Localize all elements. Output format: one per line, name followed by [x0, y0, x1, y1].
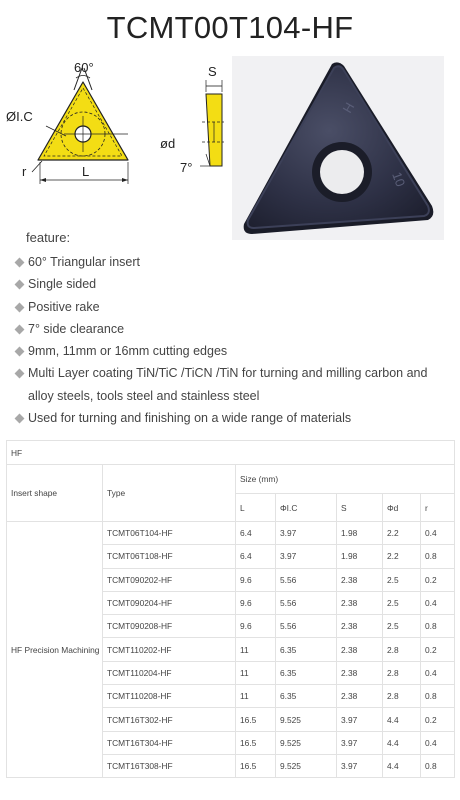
size-cell: 11 — [236, 638, 276, 661]
table-group-row — [7, 441, 455, 465]
table-header-row — [7, 465, 455, 494]
type-cell: TCMT110208-HF — [103, 685, 236, 708]
size-cell: 9.525 — [276, 754, 337, 777]
size-cell: 0.8 — [421, 615, 455, 638]
insert-shape-cell: HF Precision Machining — [7, 522, 103, 778]
page-title: TCMT00T104-HF — [106, 10, 354, 45]
size-cell: 2.8 — [383, 661, 421, 684]
size-cell: 0.8 — [421, 685, 455, 708]
size-cell: 1.98 — [337, 545, 383, 568]
type-cell: TCMT090204-HF — [103, 591, 236, 614]
size-cell: 0.4 — [421, 522, 455, 545]
size-cell: 2.38 — [337, 661, 383, 684]
diamond-bullet-icon — [15, 347, 25, 357]
type-cell: TCMT16T302-HF — [103, 708, 236, 731]
size-cell: 16.5 — [236, 754, 276, 777]
column-header: ΦI.C — [276, 494, 337, 522]
r-label: r — [22, 164, 27, 179]
column-header: S — [337, 494, 383, 522]
size-cell: 9.6 — [236, 591, 276, 614]
size-cell: 0.2 — [421, 708, 455, 731]
size-cell: 0.8 — [421, 754, 455, 777]
size-cell: 2.8 — [383, 685, 421, 708]
svg-text:10: 10 — [389, 169, 409, 189]
type-cell: TCMT090208-HF — [103, 615, 236, 638]
size-cell: 3.97 — [337, 708, 383, 731]
ic-label: ØI.C — [6, 109, 33, 124]
d-label: ød — [160, 136, 176, 151]
size-cell: 16.5 — [236, 731, 276, 754]
s-label: S — [208, 64, 217, 79]
type-cell: TCMT16T308-HF — [103, 754, 236, 777]
size-cell: 2.38 — [337, 685, 383, 708]
size-cell: 6.4 — [236, 545, 276, 568]
size-cell: 5.56 — [276, 568, 337, 591]
size-cell: 2.2 — [383, 545, 421, 568]
feature-item: 9mm, 11mm or 16mm cutting edges — [16, 340, 456, 362]
type-cell: TCMT06T108-HF — [103, 545, 236, 568]
size-cell: 9.525 — [276, 708, 337, 731]
diamond-bullet-icon — [15, 302, 25, 312]
size-cell: 16.5 — [236, 708, 276, 731]
size-cell: 6.4 — [236, 522, 276, 545]
size-cell: 2.5 — [383, 615, 421, 638]
size-cell: 2.38 — [337, 568, 383, 591]
type-header: Type — [103, 465, 236, 522]
column-header: Φd — [383, 494, 421, 522]
size-cell: 2.38 — [337, 591, 383, 614]
clearance-label: 7° — [180, 160, 193, 175]
size-cell: 2.5 — [383, 591, 421, 614]
size-cell: 0.4 — [421, 731, 455, 754]
feature-item: Single sided — [16, 273, 456, 295]
features-list — [16, 251, 456, 429]
diamond-bullet-icon — [15, 414, 25, 424]
size-cell: 2.5 — [383, 568, 421, 591]
size-cell: 3.97 — [337, 754, 383, 777]
size-cell: 9.525 — [276, 731, 337, 754]
size-cell: 9.6 — [236, 615, 276, 638]
angle-label: 60° — [74, 60, 94, 75]
size-cell: 4.4 — [383, 754, 421, 777]
size-cell: 11 — [236, 661, 276, 684]
features-section — [16, 228, 456, 429]
size-cell: 1.98 — [337, 522, 383, 545]
size-cell: 0.4 — [421, 661, 455, 684]
size-cell: 2.38 — [337, 615, 383, 638]
svg-text:H: H — [339, 99, 358, 116]
insert-shape-header: Insert shape — [7, 465, 103, 522]
size-cell: 0.4 — [421, 591, 455, 614]
size-cell: 2.2 — [383, 522, 421, 545]
size-cell: 0.2 — [421, 568, 455, 591]
type-cell: TCMT110204-HF — [103, 661, 236, 684]
type-cell: TCMT110202-HF — [103, 638, 236, 661]
column-header: L — [236, 494, 276, 522]
product-photo — [232, 56, 444, 240]
size-cell: 9.6 — [236, 568, 276, 591]
type-cell: TCMT090202-HF — [103, 568, 236, 591]
type-cell: TCMT06T104-HF — [103, 522, 236, 545]
size-cell: 4.4 — [383, 708, 421, 731]
size-cell: 4.4 — [383, 731, 421, 754]
feature-item: 60° Triangular insert — [16, 251, 456, 273]
feature-item: Used for turning and finishing on a wide range of materials — [16, 407, 456, 429]
size-header: Size (mm) — [236, 465, 455, 494]
size-cell: 5.56 — [276, 615, 337, 638]
table-row — [7, 522, 455, 545]
size-cell: 11 — [236, 685, 276, 708]
diamond-bullet-icon — [15, 258, 25, 268]
diamond-bullet-icon — [15, 324, 25, 334]
insert-top-view-diagram — [4, 54, 138, 184]
type-cell: TCMT16T304-HF — [103, 731, 236, 754]
feature-item: 7° side clearance — [16, 318, 456, 340]
size-cell: 2.8 — [383, 638, 421, 661]
spec-table — [6, 440, 455, 778]
size-cell: 5.56 — [276, 591, 337, 614]
size-cell: 2.38 — [337, 638, 383, 661]
insert-side-view-diagram — [158, 60, 230, 180]
size-cell: 6.35 — [276, 685, 337, 708]
diamond-bullet-icon — [15, 280, 25, 290]
column-header: r — [421, 494, 455, 522]
size-cell: 3.97 — [276, 522, 337, 545]
l-label: L — [82, 164, 90, 179]
size-cell: 6.35 — [276, 638, 337, 661]
feature-item: Multi Layer coating TiN/TiC /TiCN /TiN for turning and milling carbon and alloy steels, tools steel and stainless steel — [16, 362, 456, 407]
size-cell: 3.97 — [276, 545, 337, 568]
features-heading: feature: — [26, 230, 71, 245]
size-cell: 0.8 — [421, 545, 455, 568]
size-cell: 3.97 — [337, 731, 383, 754]
table-group-label: HF — [7, 441, 455, 465]
size-cell: 6.35 — [276, 661, 337, 684]
diamond-bullet-icon — [15, 369, 25, 379]
feature-item: Positive rake — [16, 296, 456, 318]
size-cell: 0.2 — [421, 638, 455, 661]
